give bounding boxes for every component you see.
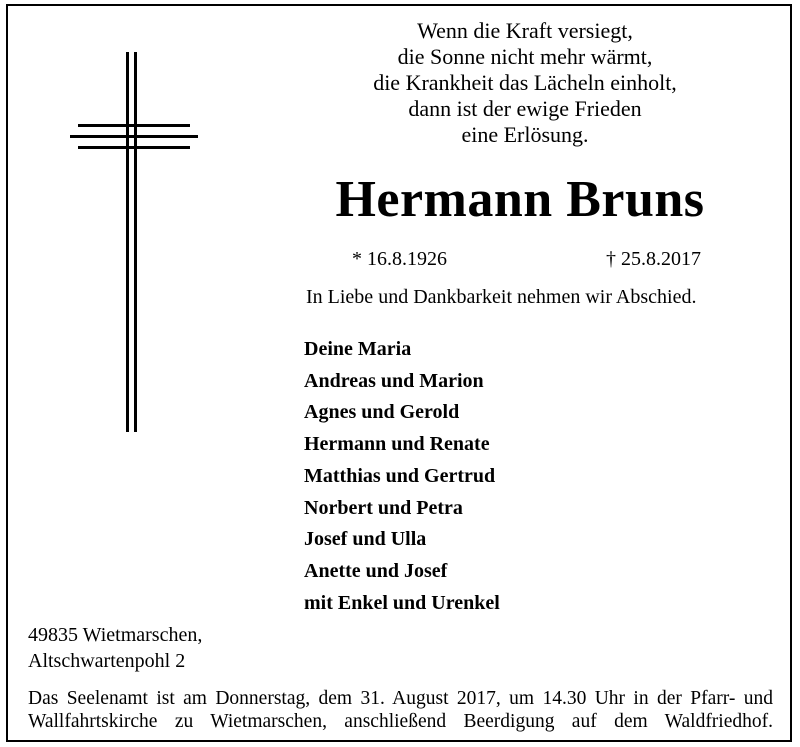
list-item: Andreas und Marion <box>304 369 484 392</box>
list-item: Josef und Ulla <box>304 528 427 551</box>
list-item: Hermann und Renate <box>304 433 490 456</box>
address-line: Altschwartenpohl 2 <box>28 650 186 672</box>
address <box>28 622 202 674</box>
cross-icon <box>70 52 200 432</box>
birth-date: * 16.8.1926 <box>352 248 447 270</box>
service-line: Das Seelenamt ist am Donnerstag, dem 31. August 2017, um 14.30 Uhr in der Pfarr- und <box>28 688 773 709</box>
list-item: Deine Maria <box>304 338 412 360</box>
death-date: † 25.8.2017 <box>606 248 701 270</box>
poem-line: die Krankheit das Lächeln einholt, <box>373 70 677 95</box>
poem-line: Wenn die Kraft versiegt, <box>417 18 633 43</box>
list-item: Agnes und Gerold <box>304 401 460 424</box>
list-item: Norbert und Petra <box>304 496 463 519</box>
deceased-name: Hermann Bruns <box>335 171 705 228</box>
list-item: mit Enkel und Urenkel <box>304 591 500 614</box>
list-item: Matthias und Gertrud <box>304 464 496 487</box>
poem-line: die Sonne nicht mehr wärmt, <box>397 44 653 69</box>
list-item: Anette und Josef <box>304 559 448 582</box>
mourner-list <box>304 334 500 619</box>
service-line: Wallfahrtskirche zu Wietmarschen, anschließend Beerdigung auf dem Waldfriedhof. <box>28 711 773 732</box>
poem-line: dann ist der ewige Frieden <box>408 96 642 121</box>
address-line: 49835 Wietmarschen, <box>28 624 203 646</box>
poem <box>300 18 750 148</box>
farewell-text: In Liebe und Dankbarkeit nehmen wir Abschied. <box>306 286 697 308</box>
poem-line: eine Erlösung. <box>461 122 589 147</box>
service-notice <box>28 687 773 733</box>
